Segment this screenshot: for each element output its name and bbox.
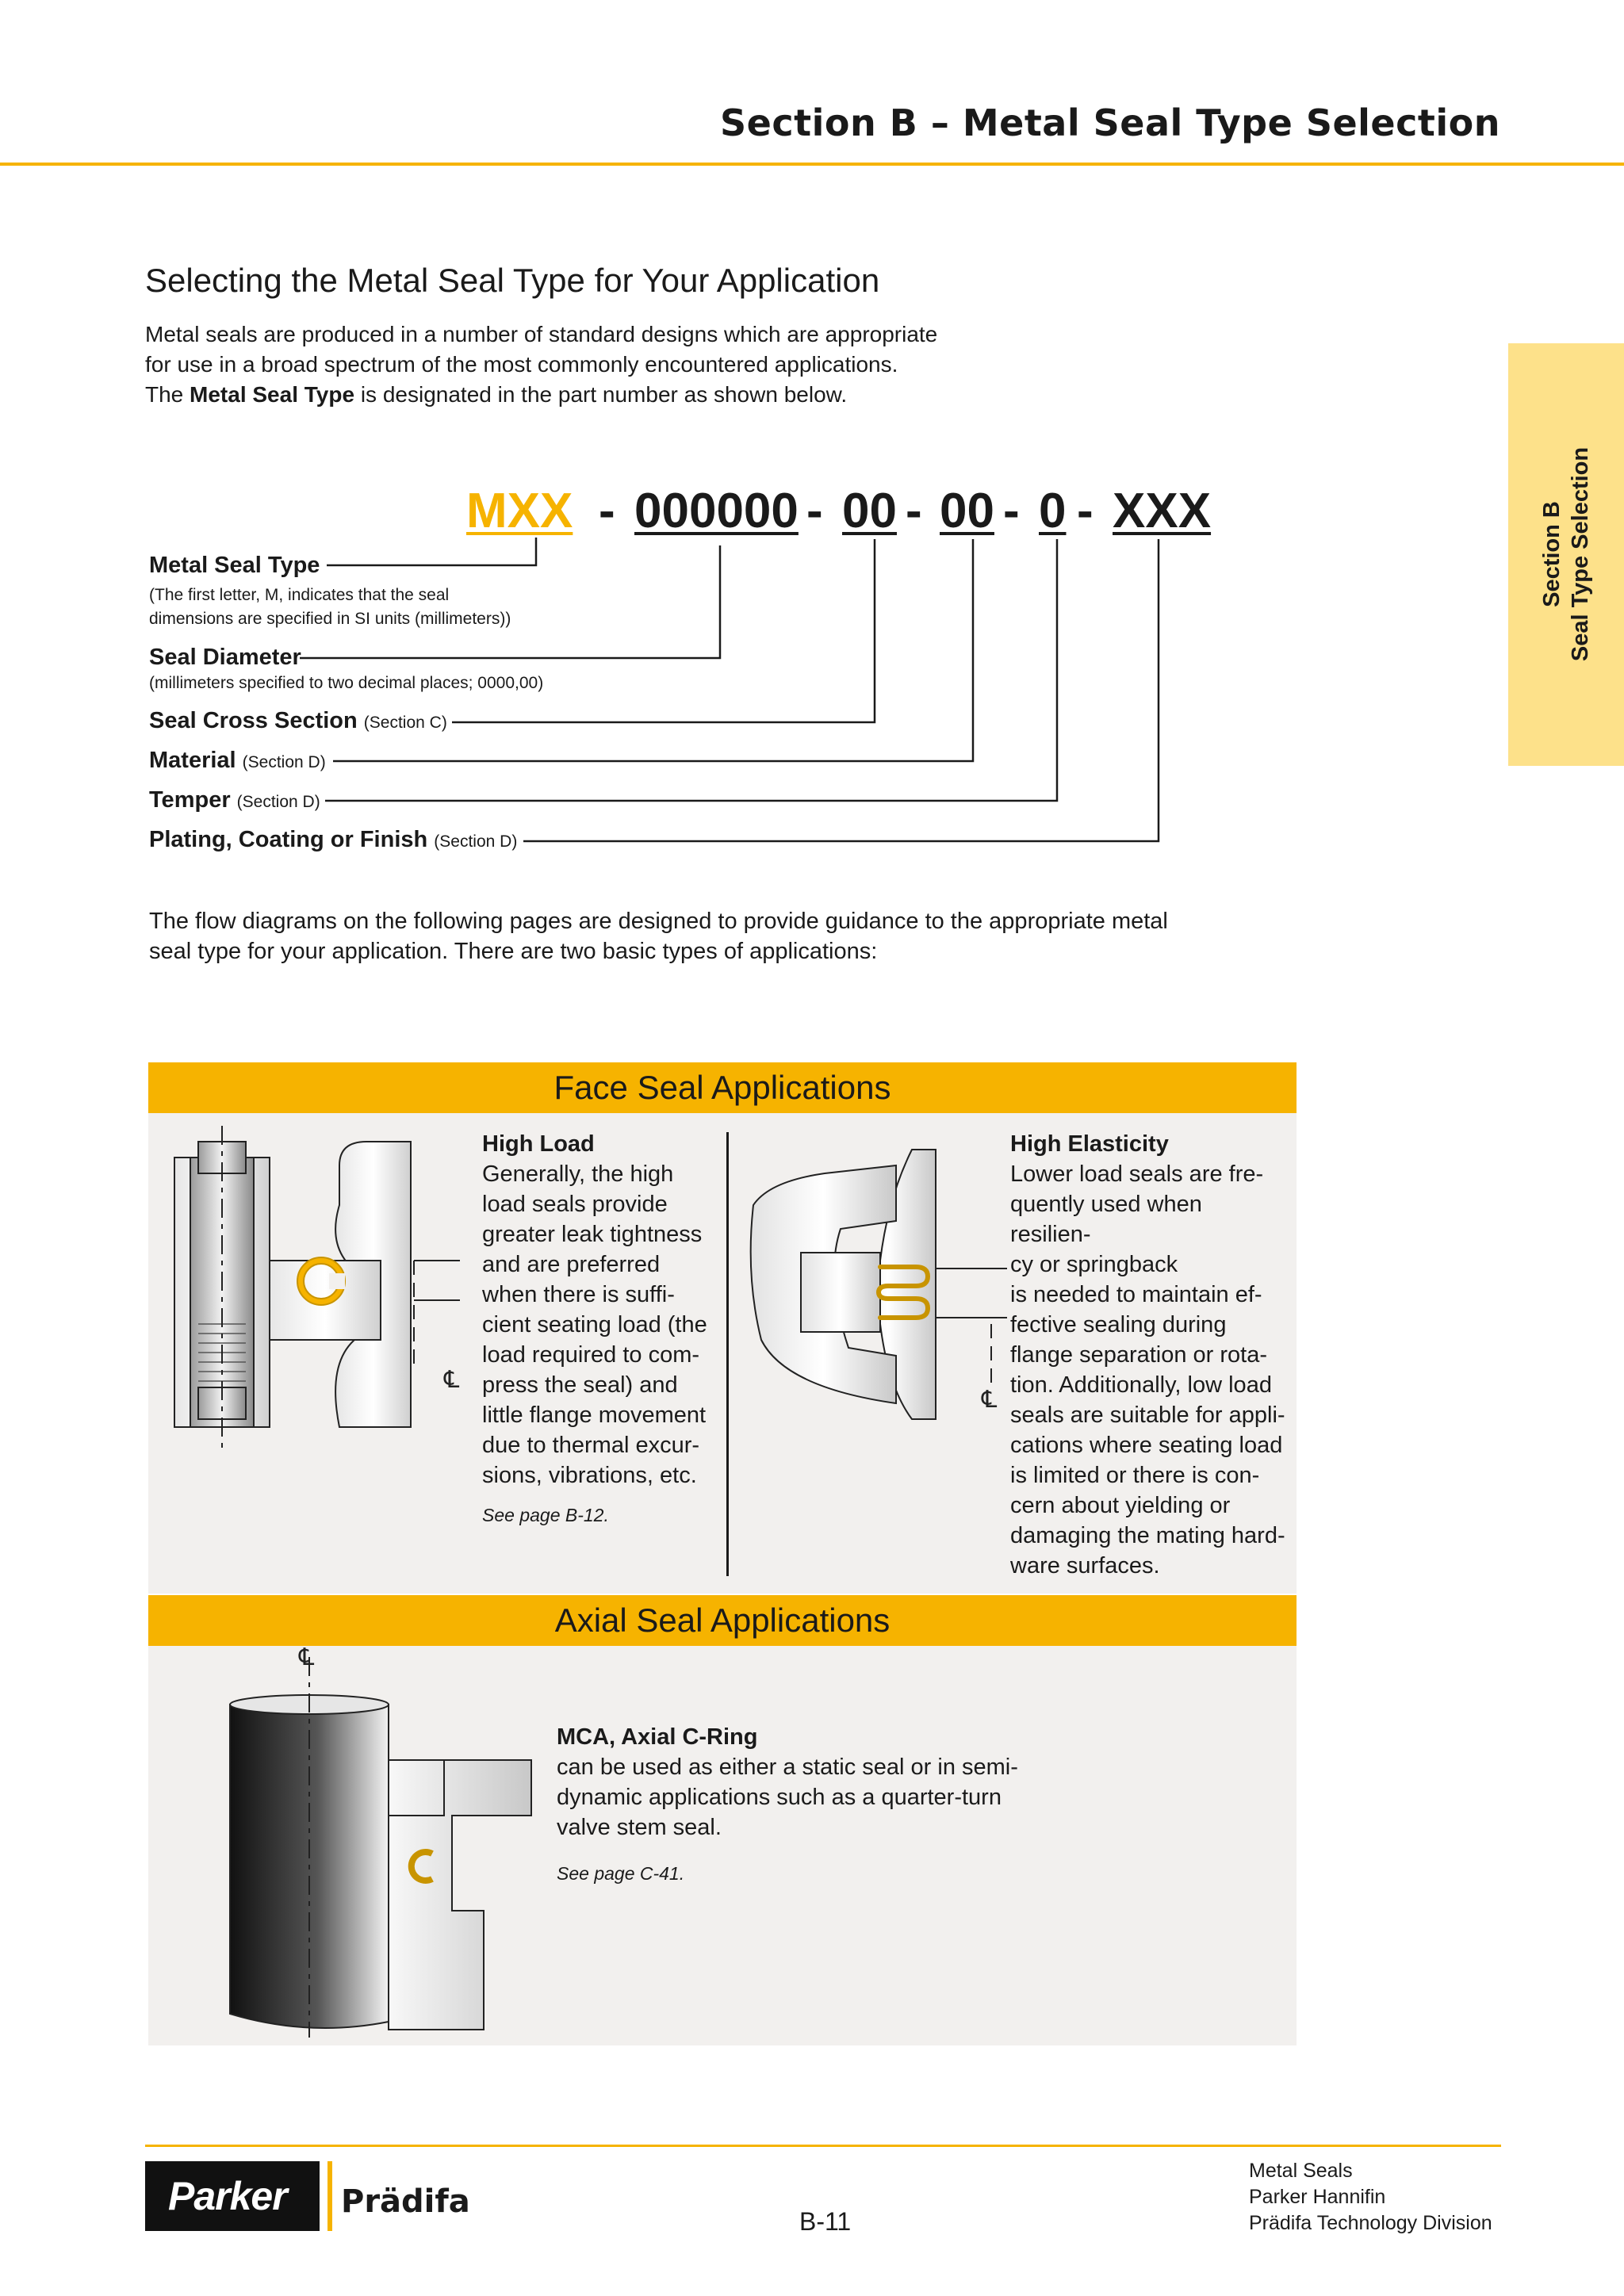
intro-line-3-bold: Metal Seal Type xyxy=(190,382,355,407)
intro-line-3-pre: The xyxy=(145,382,190,407)
pn-separator: - xyxy=(1003,484,1020,538)
note-metal-seal-type: (The first letter, M, indicates that the seal dimensions are specified in SI units (millimeters)) xyxy=(149,586,511,628)
logo-divider xyxy=(327,2161,332,2231)
intro-line-3-post: is designated in the part number as shown below. xyxy=(354,382,848,407)
pn-separator: - xyxy=(906,484,922,538)
label-metal-seal-type: Metal Seal Type xyxy=(149,553,320,578)
mca-title: MCA, Axial C-Ring xyxy=(557,1724,758,1750)
leader-type xyxy=(327,538,536,565)
high-elasticity-seal-illustration xyxy=(737,1134,1007,1427)
axial-seal-title-bar: Axial Seal Applications xyxy=(148,1595,1297,1646)
column-divider xyxy=(726,1132,729,1576)
intro-line-1: Metal seals are produced in a number of standard designs which are appropriate xyxy=(145,322,938,346)
pn-separator: - xyxy=(806,484,823,538)
high-elasticity-description: High Elasticity Lower load seals are fre- quently used when resilien- cy or springback is needed to maintain ef- fective sealing during flange separation or rota- tion. Additionally, low load seals are suitable for appli- cations where seating load is limited or there is con- cern about yielding or damaging the mating hard- ware surfaces. xyxy=(1010,1129,1288,1621)
label-seal-diameter: Seal Diameter xyxy=(149,645,301,670)
axial-c-ring-illustration xyxy=(206,1641,555,2038)
page-number: B-11 xyxy=(799,2207,852,2236)
part-number-leader-lines xyxy=(0,0,1624,872)
pn-seal-type: MXX xyxy=(466,484,573,538)
pradifa-logo-text: Prädifa xyxy=(341,2183,470,2220)
high-elasticity-title: High Elasticity xyxy=(1010,1131,1169,1157)
face-seal-title-bar: Face Seal Applications xyxy=(148,1062,1297,1113)
footer-company-info: Metal Seals Parker Hannifin Prädifa Technology Division xyxy=(1249,2160,1492,2234)
centerline-symbol: ℄ xyxy=(444,1366,460,1394)
mca-description: MCA, Axial C-Ring can be used as either a static seal or in semi- dynamic applications such as a quarter-turn valve stem seal. See page C-41. xyxy=(557,1722,1080,1888)
label-seal-cross-section: Seal Cross Section (Section C) xyxy=(149,708,447,733)
footer-rule xyxy=(145,2145,1501,2147)
section-title: Section B – Metal Seal Type Selection xyxy=(720,101,1500,144)
label-material: Material (Section D) xyxy=(149,748,326,773)
high-load-title: High Load xyxy=(482,1131,595,1157)
pn-separator: - xyxy=(599,484,615,538)
pn-separator: - xyxy=(1077,484,1094,538)
centerline-symbol: ℄ xyxy=(299,1644,315,1671)
high-load-page-ref[interactable]: See page B-12. xyxy=(482,1505,609,1525)
leader-finish xyxy=(523,539,1159,841)
mca-page-ref[interactable]: See page C-41. xyxy=(557,1863,685,1884)
label-temper: Temper (Section D) xyxy=(149,787,320,813)
pn-material: 00 xyxy=(940,484,994,538)
page-heading: Selecting the Metal Seal Type for Your Application xyxy=(145,262,880,299)
centerline-symbol: ℄ xyxy=(982,1386,998,1414)
parker-logo-text: Parker xyxy=(168,2174,287,2218)
pn-diameter: 000000 xyxy=(634,484,799,538)
pn-cross-section: 00 xyxy=(842,484,897,538)
pn-finish: XXX xyxy=(1113,484,1212,538)
flow-diagram-paragraph: The flow diagrams on the following pages are designed to provide guidance to the appropriate metal seal type for your application. There are two basic types of applications: xyxy=(149,909,1168,964)
high-load-description: High Load Generally, the high load seals provide greater leak tightness and are preferred when there is suffi- cient seating load (the load required to com- press the seal) and little flange movement due to thermal excur- sions, vibrations, etc. See page B-12. xyxy=(482,1129,720,1530)
high-load-seal-illustration xyxy=(159,1126,492,1451)
note-seal-diameter: (millimeters specified to two decimal places; 0000,00) xyxy=(149,674,544,692)
side-tab-line2: Seal Type Selection xyxy=(1568,446,1593,662)
side-tab-line1: Section B xyxy=(1539,501,1565,607)
pn-temper: 0 xyxy=(1039,484,1067,538)
label-plating-finish: Plating, Coating or Finish (Section D) xyxy=(149,827,518,852)
intro-line-2: for use in a broad spectrum of the most commonly encountered applications. xyxy=(145,352,898,377)
